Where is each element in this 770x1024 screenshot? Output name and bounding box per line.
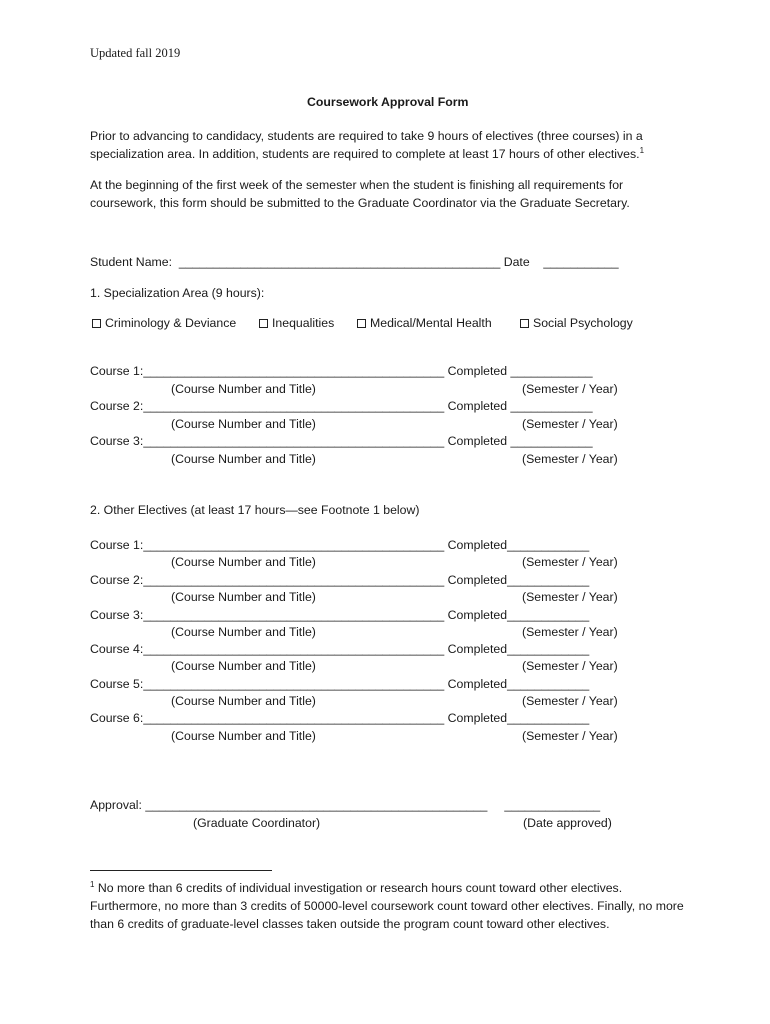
checkbox-icon xyxy=(259,319,268,328)
coordinator-sublabel: (Graduate Coordinator) xyxy=(193,816,321,830)
elective-course-2-line[interactable]: Course 2:____________________________________________ Completed____________ xyxy=(90,573,590,587)
footnote xyxy=(90,879,690,933)
course-sublabel: (Course Number and Title) xyxy=(171,590,316,604)
intro-paragraph-2: At the beginning of the first week of the semester when the student is finishing all requirements for coursework, this form should be submitted to the Graduate Coordinator via the Graduate Secretary. xyxy=(90,178,630,210)
checkbox-label: Criminology & Deviance xyxy=(105,316,237,330)
course-sublabel: (Course Number and Title) xyxy=(171,452,316,466)
updated-note: Updated fall 2019 xyxy=(90,46,181,60)
footnote-text: No more than 6 credits of individual investigation or research hours count toward other electives. Furthermore, no more than 3 credits of 50000-level coursework count toward other electives. Finally, no more than 6 credits of graduate-level classes taken outside the program count toward other electives. xyxy=(90,881,684,931)
checkbox-icon xyxy=(357,319,366,328)
page-title: Coursework Approval Form xyxy=(307,95,469,109)
checkbox-label: Social Psychology xyxy=(533,316,633,330)
course-sublabel: (Course Number and Title) xyxy=(171,729,316,743)
semester-sublabel: (Semester / Year) xyxy=(522,694,618,708)
checkbox-icon xyxy=(92,319,101,328)
intro-paragraph-1 xyxy=(90,128,690,163)
elective-course-3-line[interactable]: Course 3:____________________________________________ Completed____________ xyxy=(90,608,590,622)
approval-line[interactable]: Approval: __________________________________________________ ______________ xyxy=(90,798,601,812)
checkbox-inequalities[interactable] xyxy=(259,315,334,332)
semester-sublabel: (Semester / Year) xyxy=(522,452,618,466)
semester-sublabel: (Semester / Year) xyxy=(522,555,618,569)
student-name-line[interactable]: Student Name: _______________________________________________ Date ___________ xyxy=(90,255,619,269)
semester-sublabel: (Semester / Year) xyxy=(522,382,618,396)
semester-sublabel: (Semester / Year) xyxy=(522,659,618,673)
intro-text-1: Prior to advancing to candidacy, students are required to take 9 hours of electives (three courses) in a specialization area. In addition, students are required to complete at least 17 hours of other electives. xyxy=(90,129,643,161)
elective-course-5-line[interactable]: Course 5:____________________________________________ Completed____________ xyxy=(90,677,590,691)
spec-course-1-line[interactable]: Course 1:____________________________________________ Completed ____________ xyxy=(90,364,593,378)
footnote-divider xyxy=(90,870,272,871)
elective-course-1-line[interactable]: Course 1:____________________________________________ Completed____________ xyxy=(90,538,590,552)
spec-course-2-line[interactable]: Course 2:____________________________________________ Completed ____________ xyxy=(90,399,593,413)
elective-course-6-line[interactable]: Course 6:____________________________________________ Completed____________ xyxy=(90,711,590,725)
date-approved-sublabel: (Date approved) xyxy=(523,816,612,830)
footnote-marker: 1 xyxy=(90,879,95,889)
course-sublabel: (Course Number and Title) xyxy=(171,382,316,396)
elective-course-4-line[interactable]: Course 4:____________________________________________ Completed____________ xyxy=(90,642,590,656)
specialization-heading: 1. Specialization Area (9 hours): xyxy=(90,286,265,300)
checkbox-icon xyxy=(520,319,529,328)
course-sublabel: (Course Number and Title) xyxy=(171,625,316,639)
course-sublabel: (Course Number and Title) xyxy=(171,555,316,569)
semester-sublabel: (Semester / Year) xyxy=(522,729,618,743)
semester-sublabel: (Semester / Year) xyxy=(522,417,618,431)
checkbox-social-psychology[interactable] xyxy=(520,315,633,332)
course-sublabel: (Course Number and Title) xyxy=(171,417,316,431)
checkbox-criminology[interactable] xyxy=(92,315,236,332)
other-electives-heading: 2. Other Electives (at least 17 hours—see Footnote 1 below) xyxy=(90,503,420,517)
course-sublabel: (Course Number and Title) xyxy=(171,694,316,708)
semester-sublabel: (Semester / Year) xyxy=(522,590,618,604)
checkbox-medical-mental-health[interactable] xyxy=(357,315,492,332)
semester-sublabel: (Semester / Year) xyxy=(522,625,618,639)
course-sublabel: (Course Number and Title) xyxy=(171,659,316,673)
footnote-reference: 1 xyxy=(639,145,645,155)
spec-course-3-line[interactable]: Course 3:____________________________________________ Completed ____________ xyxy=(90,434,593,448)
checkbox-label: Medical/Mental Health xyxy=(370,316,492,330)
checkbox-label: Inequalities xyxy=(272,316,335,330)
